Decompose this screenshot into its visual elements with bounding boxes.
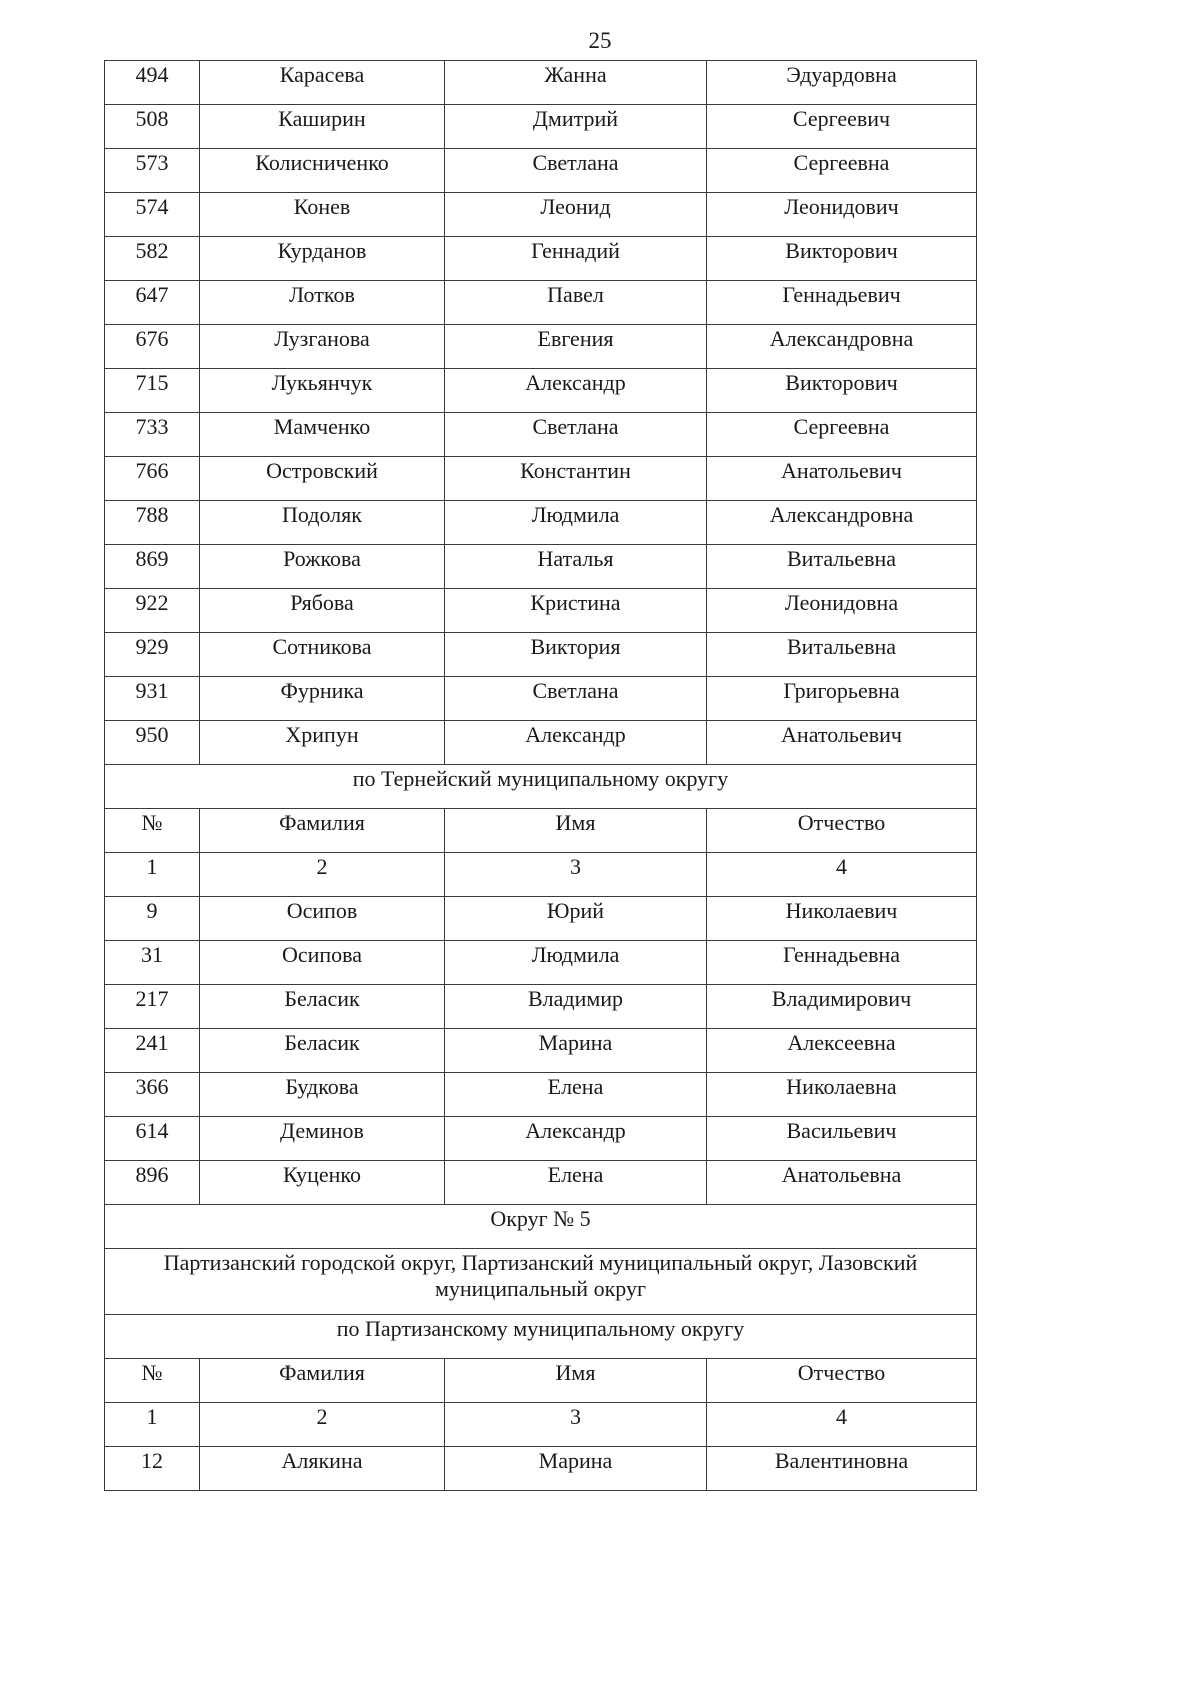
cell-number: 574	[105, 193, 200, 237]
cell-number: 31	[105, 941, 200, 985]
header-surname: Фамилия	[200, 809, 445, 853]
cell-surname: Рябова	[200, 589, 445, 633]
cell-number: 366	[105, 1073, 200, 1117]
cell-surname: Беласик	[200, 985, 445, 1029]
header-patronymic: Отчество	[707, 809, 977, 853]
cell-first-name: Кристина	[445, 589, 707, 633]
cell-patronymic: Александровна	[707, 325, 977, 369]
header-first-name: Имя	[445, 809, 707, 853]
table-row	[105, 589, 977, 633]
section-title-okrug: Округ № 5	[105, 1205, 977, 1249]
cell-first-name: Елена	[445, 1073, 707, 1117]
cell-patronymic: Эдуардовна	[707, 61, 977, 105]
cell-number: 766	[105, 457, 200, 501]
table-row	[105, 237, 977, 281]
table-row	[105, 721, 977, 765]
cell-first-name: Юрий	[445, 897, 707, 941]
cell-number: 931	[105, 677, 200, 721]
cell-first-name: Павел	[445, 281, 707, 325]
cell-first-name: Дмитрий	[445, 105, 707, 149]
cell-number: 241	[105, 1029, 200, 1073]
cell-patronymic: Леонидовна	[707, 589, 977, 633]
table-row	[105, 941, 977, 985]
table-row	[105, 545, 977, 589]
cell-number: 676	[105, 325, 200, 369]
table-row	[105, 105, 977, 149]
cell-first-name: Геннадий	[445, 237, 707, 281]
cell-patronymic: Васильевич	[707, 1117, 977, 1161]
cell-number: 582	[105, 237, 200, 281]
section-subtitle-okrug: Партизанский городской округ, Партизанский муниципальный округ, Лазовский муниципальный округ	[105, 1249, 977, 1315]
cell-patronymic: Алексеевна	[707, 1029, 977, 1073]
cell-first-name: Светлана	[445, 149, 707, 193]
section-title-terney: по Тернейский муниципальному округу	[105, 765, 977, 809]
cell-first-name: Константин	[445, 457, 707, 501]
cell-surname: Лотков	[200, 281, 445, 325]
cell-surname: Деминов	[200, 1117, 445, 1161]
cell-surname: Колисниченко	[200, 149, 445, 193]
cell-first-name: Евгения	[445, 325, 707, 369]
table-row	[105, 985, 977, 1029]
table-row	[105, 325, 977, 369]
table-row	[105, 1117, 977, 1161]
column-numbering-row	[105, 853, 977, 897]
cell-first-name: Леонид	[445, 193, 707, 237]
cell-surname: Карасева	[200, 61, 445, 105]
cell-number: 647	[105, 281, 200, 325]
cell-patronymic: Витальевна	[707, 633, 977, 677]
cell-surname: Лузганова	[200, 325, 445, 369]
cell-number: 929	[105, 633, 200, 677]
cell-patronymic: Сергеевна	[707, 149, 977, 193]
section-title-okrug-row	[105, 1205, 977, 1249]
column-index-4: 4	[707, 853, 977, 897]
column-index-3: 3	[445, 853, 707, 897]
cell-number: 508	[105, 105, 200, 149]
section-title-terney-row	[105, 765, 977, 809]
cell-surname: Фурника	[200, 677, 445, 721]
cell-surname: Островский	[200, 457, 445, 501]
cell-patronymic: Геннадьевна	[707, 941, 977, 985]
cell-number: 494	[105, 61, 200, 105]
cell-surname: Лукьянчук	[200, 369, 445, 413]
column-index-2: 2	[200, 853, 445, 897]
cell-first-name: Светлана	[445, 677, 707, 721]
cell-number: 896	[105, 1161, 200, 1205]
cell-patronymic: Николаевич	[707, 897, 977, 941]
table-row	[105, 457, 977, 501]
cell-first-name: Марина	[445, 1447, 707, 1491]
cell-surname: Осипова	[200, 941, 445, 985]
cell-number: 922	[105, 589, 200, 633]
cell-number: 788	[105, 501, 200, 545]
table-row	[105, 369, 977, 413]
cell-surname: Будкова	[200, 1073, 445, 1117]
table-row	[105, 1447, 977, 1491]
cell-surname: Сотникова	[200, 633, 445, 677]
cell-first-name: Наталья	[445, 545, 707, 589]
cell-surname: Мамченко	[200, 413, 445, 457]
column-index-2: 2	[200, 1403, 445, 1447]
column-numbering-row	[105, 1403, 977, 1447]
cell-patronymic: Витальевна	[707, 545, 977, 589]
cell-number: 573	[105, 149, 200, 193]
section-title-partizansky-row	[105, 1315, 977, 1359]
cell-number: 217	[105, 985, 200, 1029]
section-title-partizansky: по Партизанскому муниципальному округу	[105, 1315, 977, 1359]
table-row	[105, 281, 977, 325]
cell-patronymic: Леонидович	[707, 193, 977, 237]
cell-first-name: Александр	[445, 1117, 707, 1161]
table-header-row	[105, 1359, 977, 1403]
cell-number: 950	[105, 721, 200, 765]
table-row	[105, 633, 977, 677]
cell-surname: Подоляк	[200, 501, 445, 545]
cell-patronymic: Сергеевич	[707, 105, 977, 149]
cell-patronymic: Анатольевич	[707, 457, 977, 501]
cell-first-name: Елена	[445, 1161, 707, 1205]
cell-patronymic: Александровна	[707, 501, 977, 545]
cell-number: 614	[105, 1117, 200, 1161]
cell-first-name: Александр	[445, 369, 707, 413]
cell-number: 715	[105, 369, 200, 413]
cell-first-name: Светлана	[445, 413, 707, 457]
cell-patronymic: Сергеевна	[707, 413, 977, 457]
table-row	[105, 1073, 977, 1117]
cell-surname: Куценко	[200, 1161, 445, 1205]
table-row	[105, 1029, 977, 1073]
candidate-table	[104, 60, 977, 1491]
column-index-1: 1	[105, 853, 200, 897]
cell-patronymic: Владимирович	[707, 985, 977, 1029]
page-number: 25	[588, 28, 612, 53]
cell-first-name: Людмила	[445, 941, 707, 985]
table-row	[105, 413, 977, 457]
header-number: №	[105, 809, 200, 853]
cell-patronymic: Викторович	[707, 237, 977, 281]
column-index-3: 3	[445, 1403, 707, 1447]
header-surname: Фамилия	[200, 1359, 445, 1403]
table-row	[105, 677, 977, 721]
cell-first-name: Александр	[445, 721, 707, 765]
cell-surname: Осипов	[200, 897, 445, 941]
cell-first-name: Владимир	[445, 985, 707, 1029]
table-row	[105, 61, 977, 105]
cell-first-name: Жанна	[445, 61, 707, 105]
cell-number: 9	[105, 897, 200, 941]
cell-number: 733	[105, 413, 200, 457]
cell-patronymic: Викторович	[707, 369, 977, 413]
cell-surname: Конев	[200, 193, 445, 237]
cell-patronymic: Анатольевич	[707, 721, 977, 765]
cell-patronymic: Геннадьевич	[707, 281, 977, 325]
table-row	[105, 193, 977, 237]
section-subtitle-okrug-row	[105, 1249, 977, 1315]
cell-surname: Каширин	[200, 105, 445, 149]
cell-patronymic: Григорьевна	[707, 677, 977, 721]
cell-patronymic: Николаевна	[707, 1073, 977, 1117]
column-index-4: 4	[707, 1403, 977, 1447]
candidate-table-body	[105, 61, 977, 1491]
cell-surname: Хрипун	[200, 721, 445, 765]
header-number: №	[105, 1359, 200, 1403]
table-row	[105, 149, 977, 193]
header-patronymic: Отчество	[707, 1359, 977, 1403]
cell-surname: Беласик	[200, 1029, 445, 1073]
table-row	[105, 501, 977, 545]
cell-first-name: Людмила	[445, 501, 707, 545]
cell-first-name: Виктория	[445, 633, 707, 677]
cell-surname: Рожкова	[200, 545, 445, 589]
table-header-row	[105, 809, 977, 853]
cell-number: 869	[105, 545, 200, 589]
header-first-name: Имя	[445, 1359, 707, 1403]
cell-surname: Курданов	[200, 237, 445, 281]
cell-first-name: Марина	[445, 1029, 707, 1073]
cell-patronymic: Валентиновна	[707, 1447, 977, 1491]
cell-surname: Алякина	[200, 1447, 445, 1491]
table-row	[105, 897, 977, 941]
cell-number: 12	[105, 1447, 200, 1491]
cell-patronymic: Анатольевна	[707, 1161, 977, 1205]
table-row	[105, 1161, 977, 1205]
column-index-1: 1	[105, 1403, 200, 1447]
